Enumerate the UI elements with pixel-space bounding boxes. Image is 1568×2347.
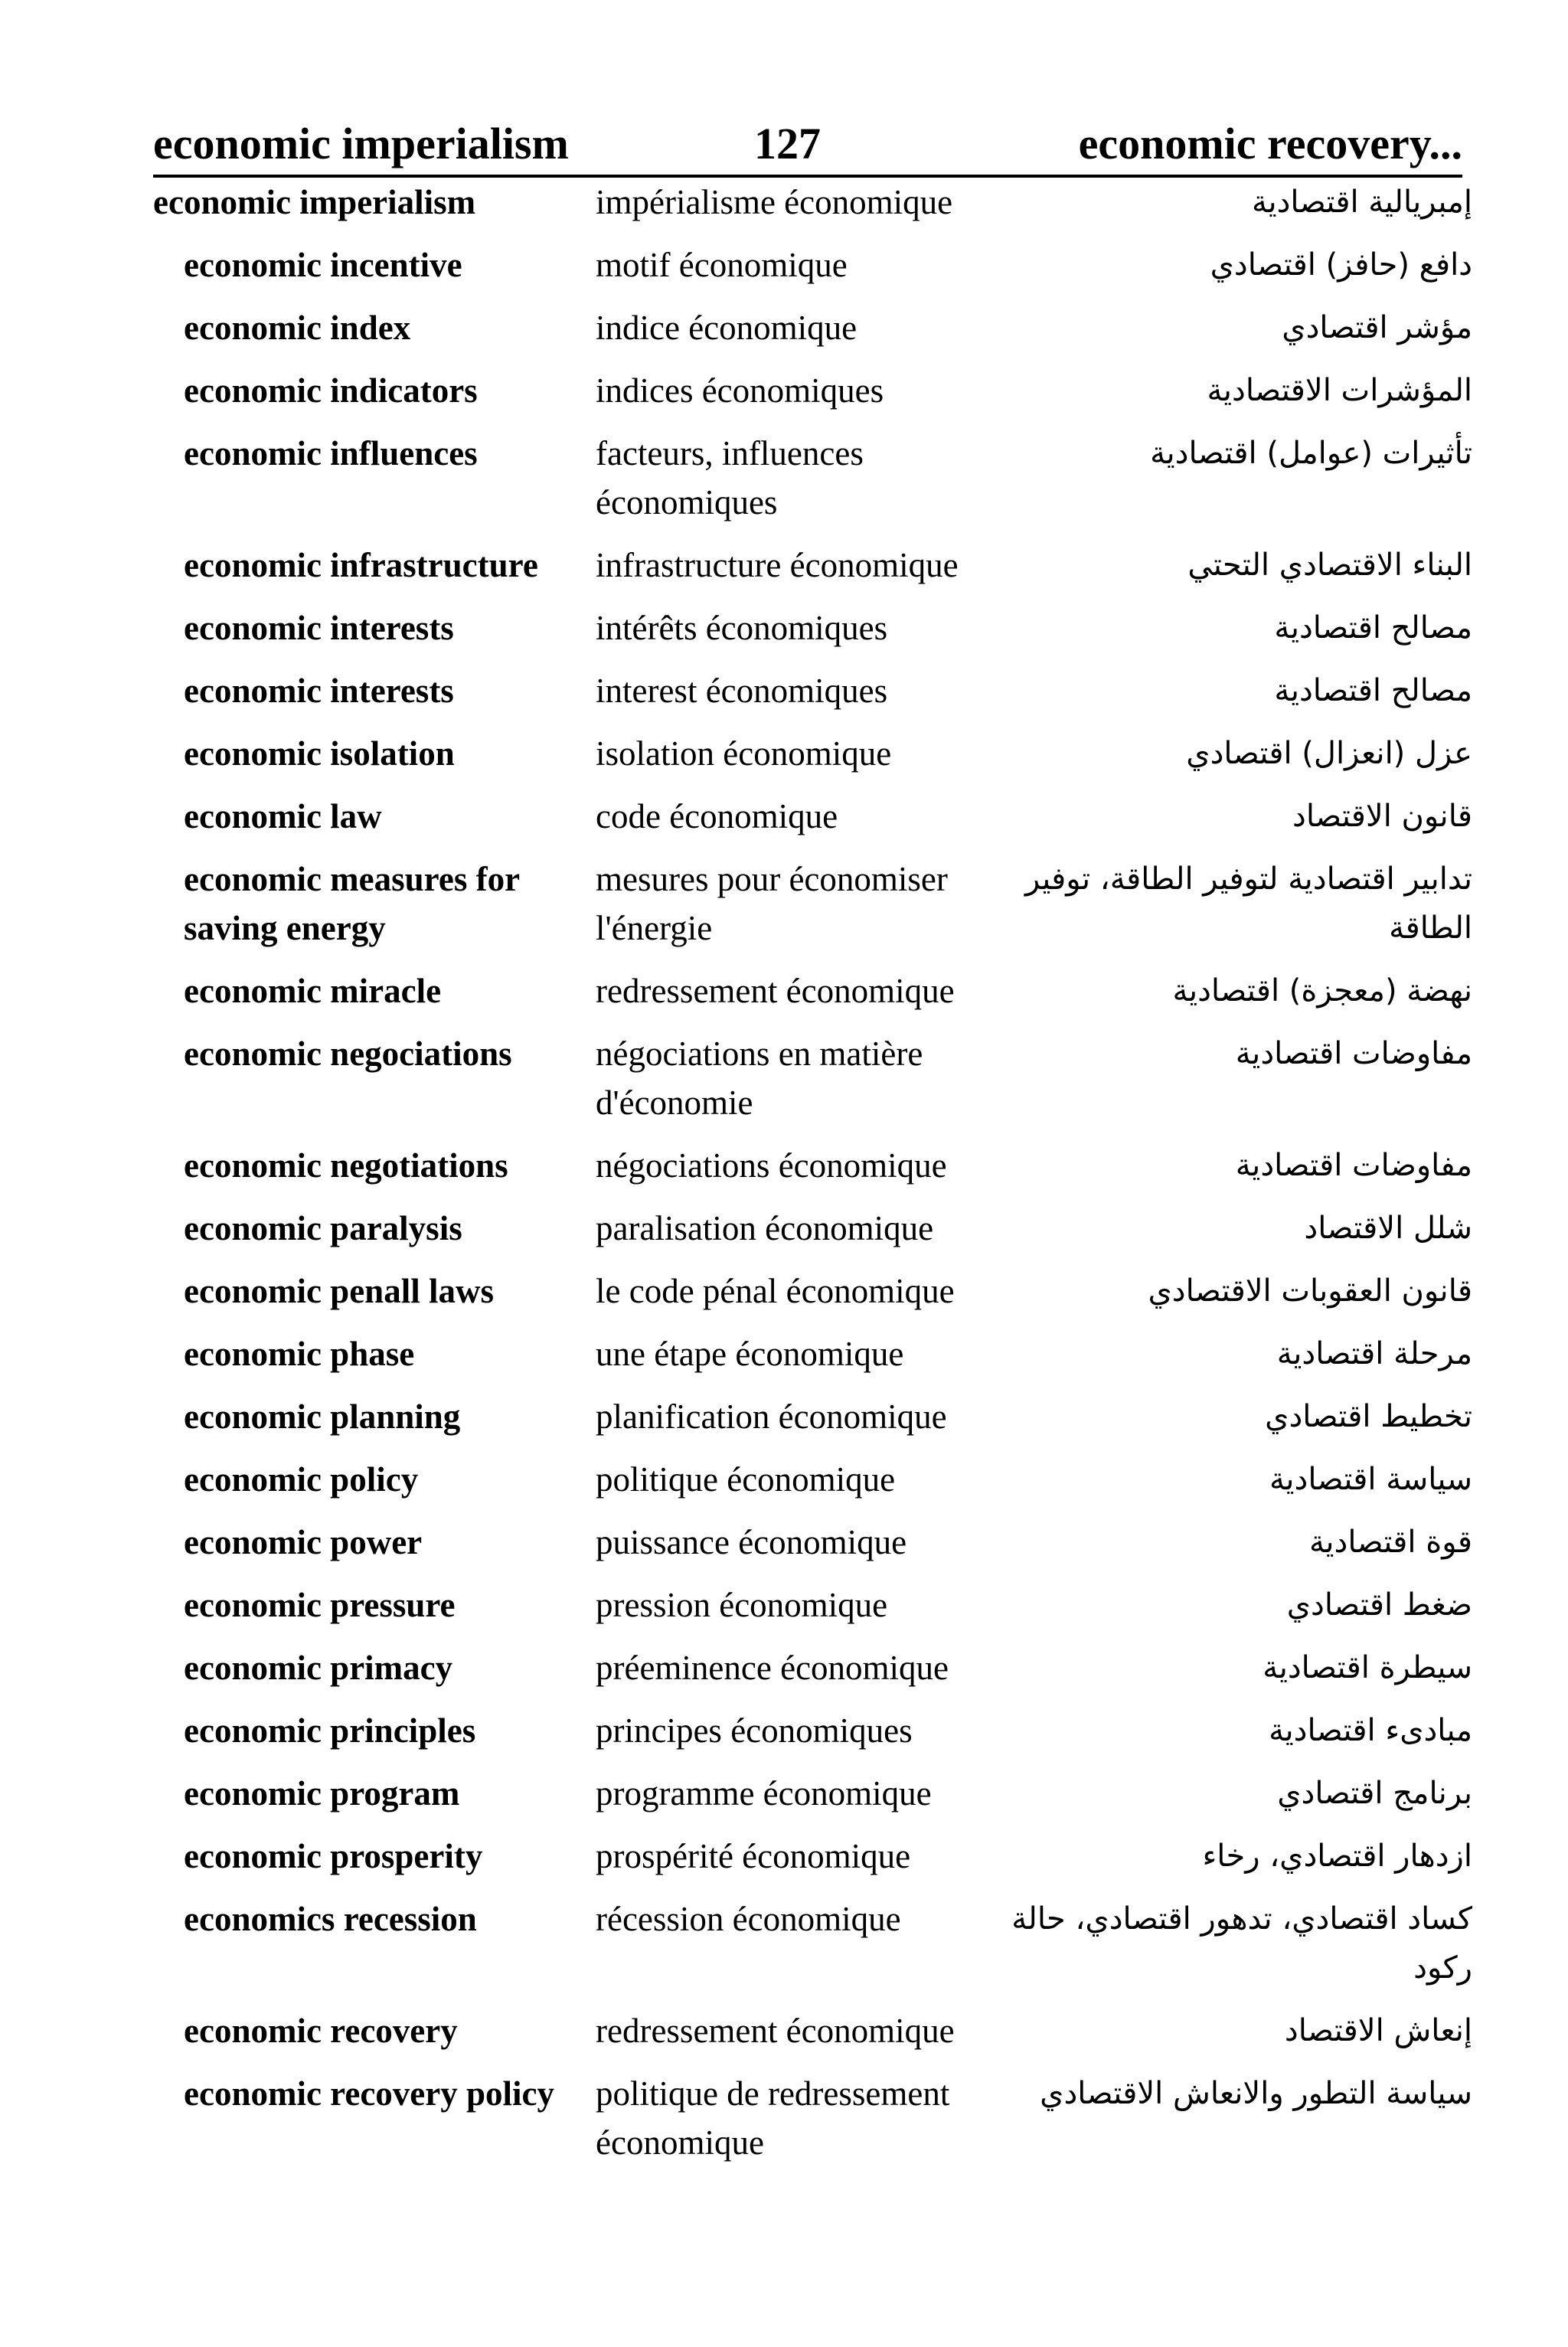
page-number: 127 (754, 119, 821, 168)
english-term: economic recovery (184, 2012, 458, 2050)
french-translation: prospérité économique (596, 1837, 911, 1875)
french-translation: facteurs, influences économiques (596, 434, 864, 521)
english-term: economic prosperity (184, 1837, 483, 1875)
english-term: economic policy (184, 1460, 419, 1499)
english-term: economic isolation (184, 734, 455, 773)
arabic-translation: مؤشر اقتصادي (1282, 310, 1472, 345)
arabic-translation: سياسة التطور والانعاش الاقتصادي (1040, 2076, 1472, 2111)
french-translation: indice économique (596, 309, 858, 347)
french-translation: mesures pour économiser l'énergie (596, 860, 948, 947)
french-translation: préeminence économique (596, 1649, 949, 1687)
arabic-translation: دافع (حافز) اقتصادي (1210, 247, 1472, 283)
arabic-translation: سيطرة اقتصادية (1263, 1650, 1472, 1685)
french-translation: intérêts économiques (596, 609, 888, 647)
french-translation: indices économiques (596, 371, 884, 410)
arabic-translation: قانون الاقتصاد (1292, 799, 1472, 834)
french-translation: politique de redressement économique (596, 2074, 950, 2162)
arabic-translation: سياسة اقتصادية (1269, 1462, 1472, 1497)
english-term: economic recovery policy (184, 2074, 554, 2113)
french-translation: redressement économique (596, 2012, 955, 2050)
english-term: economic paralysis (184, 1209, 462, 1247)
arabic-translation: تأثيرات (عوامل) اقتصادية (1150, 436, 1472, 471)
english-term: economic negociations (184, 1035, 512, 1073)
arabic-translation: إنعاش الاقتصاد (1284, 2013, 1472, 2048)
arabic-translation: مبادىء اقتصادية (1269, 1713, 1472, 1748)
french-translation: pression économique (596, 1586, 888, 1624)
english-term: economic index (184, 309, 411, 347)
english-term: economic interests (184, 609, 454, 647)
french-translation: isolation économique (596, 734, 892, 773)
french-translation: le code pénal économique (596, 1272, 955, 1310)
arabic-translation: تدابير اقتصادية لتوفير الطاقة، توفير الطاقة (1025, 861, 1472, 946)
arabic-translation: البناء الاقتصادي التحتي (1187, 548, 1472, 583)
french-translation: une étape économique (596, 1335, 904, 1373)
arabic-translation: كساد اقتصادي، تدهور اقتصادي، حالة ركود (1011, 1901, 1472, 1986)
arabic-translation: مصالح اقتصادية (1274, 610, 1472, 646)
english-term: economic incentive (184, 246, 462, 284)
english-term: economic law (184, 797, 382, 835)
arabic-translation: مرحلة اقتصادية (1276, 1336, 1472, 1371)
english-term: economic influences (184, 434, 478, 472)
english-term: economic primacy (184, 1649, 453, 1687)
english-term: economic principles (184, 1711, 476, 1750)
arabic-translation: مفاوضات اقتصادية (1235, 1148, 1472, 1183)
french-translation: principes économiques (596, 1711, 913, 1750)
arabic-translation: قانون العقوبات الاقتصادي (1148, 1273, 1472, 1309)
english-term: economic penall laws (184, 1272, 494, 1310)
arabic-translation: قوة اقتصادية (1308, 1525, 1472, 1560)
french-translation: négociations économique (596, 1146, 947, 1185)
french-translation: code économique (596, 797, 838, 835)
running-head (153, 113, 1462, 178)
arabic-translation: برنامج اقتصادي (1277, 1776, 1472, 1811)
french-translation: récession économique (596, 1900, 901, 1938)
arabic-translation: إمبريالية اقتصادية (1252, 185, 1472, 220)
french-translation: interest économiques (596, 672, 888, 710)
arabic-translation: ازدهار اقتصادي، رخاء (1202, 1839, 1472, 1874)
english-term: economic measures for saving energy (184, 860, 520, 947)
arabic-translation: شلل الاقتصاد (1304, 1211, 1472, 1246)
french-translation: planification économique (596, 1397, 947, 1436)
french-translation: paralisation économique (596, 1209, 934, 1247)
arabic-translation: نهضة (معجزة) اقتصادية (1172, 973, 1472, 1008)
arabic-translation: مفاوضات اقتصادية (1235, 1036, 1472, 1071)
english-term: economic infrastructure (184, 546, 538, 584)
english-term: economic phase (184, 1335, 415, 1373)
english-term: economic interests (184, 672, 454, 710)
french-translation: politique économique (596, 1460, 896, 1499)
french-translation: programme économique (596, 1774, 932, 1813)
arabic-translation: تخطيط اقتصادي (1265, 1399, 1472, 1434)
english-term: economic planning (184, 1397, 461, 1436)
english-term: economics recession (184, 1900, 477, 1938)
arabic-translation: مصالح اقتصادية (1274, 673, 1472, 708)
french-translation: impérialisme économique (596, 183, 953, 221)
english-term: economic pressure (184, 1586, 456, 1624)
french-translation: négociations en matière d'économie (596, 1035, 923, 1122)
english-term: economic imperialism (153, 183, 476, 221)
english-term: economic power (184, 1523, 423, 1561)
english-term: economic program (184, 1774, 460, 1813)
left-guide-word: economic imperialism (153, 119, 569, 168)
english-term: economic negotiations (184, 1146, 508, 1185)
arabic-translation: ضغط اقتصادي (1286, 1587, 1472, 1623)
english-term: economic miracle (184, 972, 442, 1010)
french-translation: infrastructure économique (596, 546, 959, 584)
french-translation: redressement économique (596, 972, 955, 1010)
right-guide-word: economic recovery... (1078, 119, 1462, 168)
english-term: economic indicators (184, 371, 478, 410)
french-translation: puissance économique (596, 1523, 907, 1561)
arabic-translation: المؤشرات الاقتصادية (1207, 373, 1472, 408)
french-translation: motif économique (596, 246, 848, 284)
arabic-translation: عزل (انعزال) اقتصادي (1186, 736, 1472, 771)
